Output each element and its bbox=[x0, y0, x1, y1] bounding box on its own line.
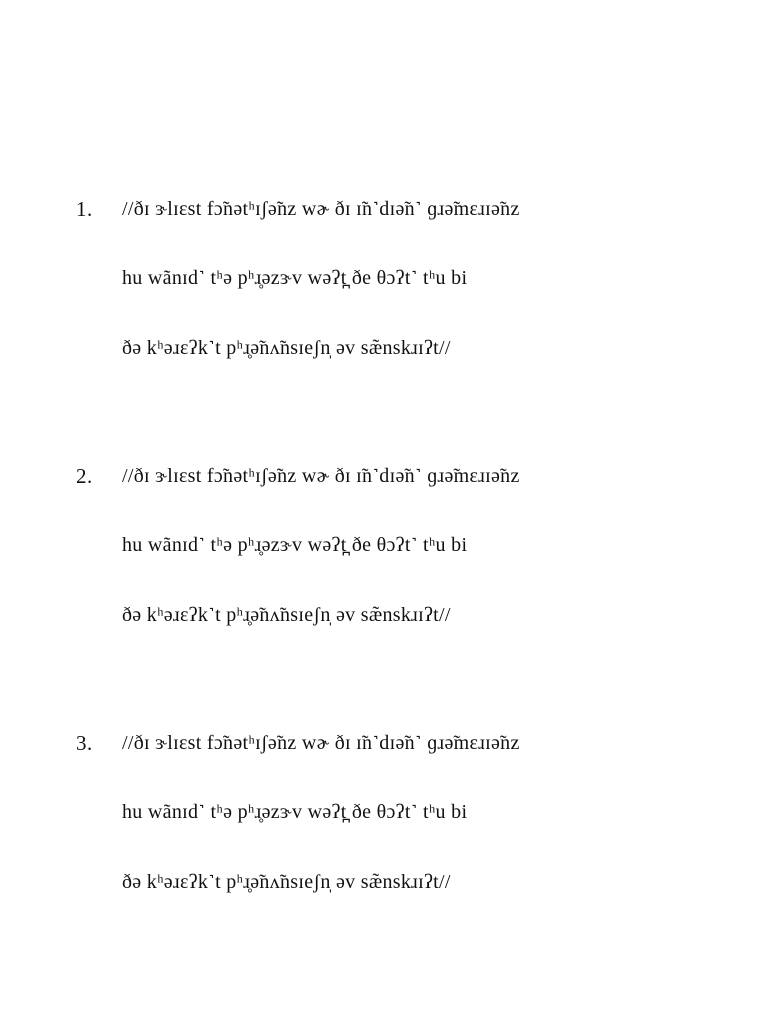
transcription-line-2: hu wãnɪd˺ tʰə pʰɹ̥əzɝv wəʔt̪ ðe θɔʔt˺ tʰu bi bbox=[122, 534, 468, 556]
transcription-line-2: hu wãnɪd˺ tʰə pʰɹ̥əzɝv wəʔt̪ ðe θɔʔt˺ tʰu bi bbox=[122, 267, 468, 289]
entry-number: 3. bbox=[76, 731, 93, 755]
transcription-line-3: ðə kʰəɹɛʔk˺t pʰɹ̥ə̃nʌ̃nsɪeʃn̩ əv sæ̃nskɹɪʔt// bbox=[122, 604, 451, 626]
transcription-line-3: ðə kʰəɹɛʔk˺t pʰɹ̥ə̃nʌ̃nsɪeʃn̩ əv sæ̃nskɹɪʔt// bbox=[122, 871, 451, 893]
entry-number: 2. bbox=[76, 464, 93, 488]
transcription-line-1: //ðɪ ɝlɪɛst fɔ̃nətʰɪʃə̃nz wɚ ðɪ ɪ̃n˺dɪə̃n˺ ɡɹə̃mɛɹɪə̃nz bbox=[122, 465, 520, 487]
transcription-line-3: ðə kʰəɹɛʔk˺t pʰɹ̥ə̃nʌ̃nsɪeʃn̩ əv sæ̃nskɹɪʔt// bbox=[122, 337, 451, 359]
transcription-line-1: //ðɪ ɝlɪɛst fɔ̃nətʰɪʃə̃nz wɚ ðɪ ɪ̃n˺dɪə̃n˺ ɡɹə̃mɛɹɪə̃nz bbox=[122, 198, 520, 220]
transcription-line-1: //ðɪ ɝlɪɛst fɔ̃nətʰɪʃə̃nz wɚ ðɪ ɪ̃n˺dɪə̃n˺ ɡɹə̃mɛɹɪə̃nz bbox=[122, 732, 520, 754]
entry-number: 1. bbox=[76, 197, 93, 221]
transcription-line-2: hu wãnɪd˺ tʰə pʰɹ̥əzɝv wəʔt̪ ðe θɔʔt˺ tʰu bi bbox=[122, 801, 468, 823]
